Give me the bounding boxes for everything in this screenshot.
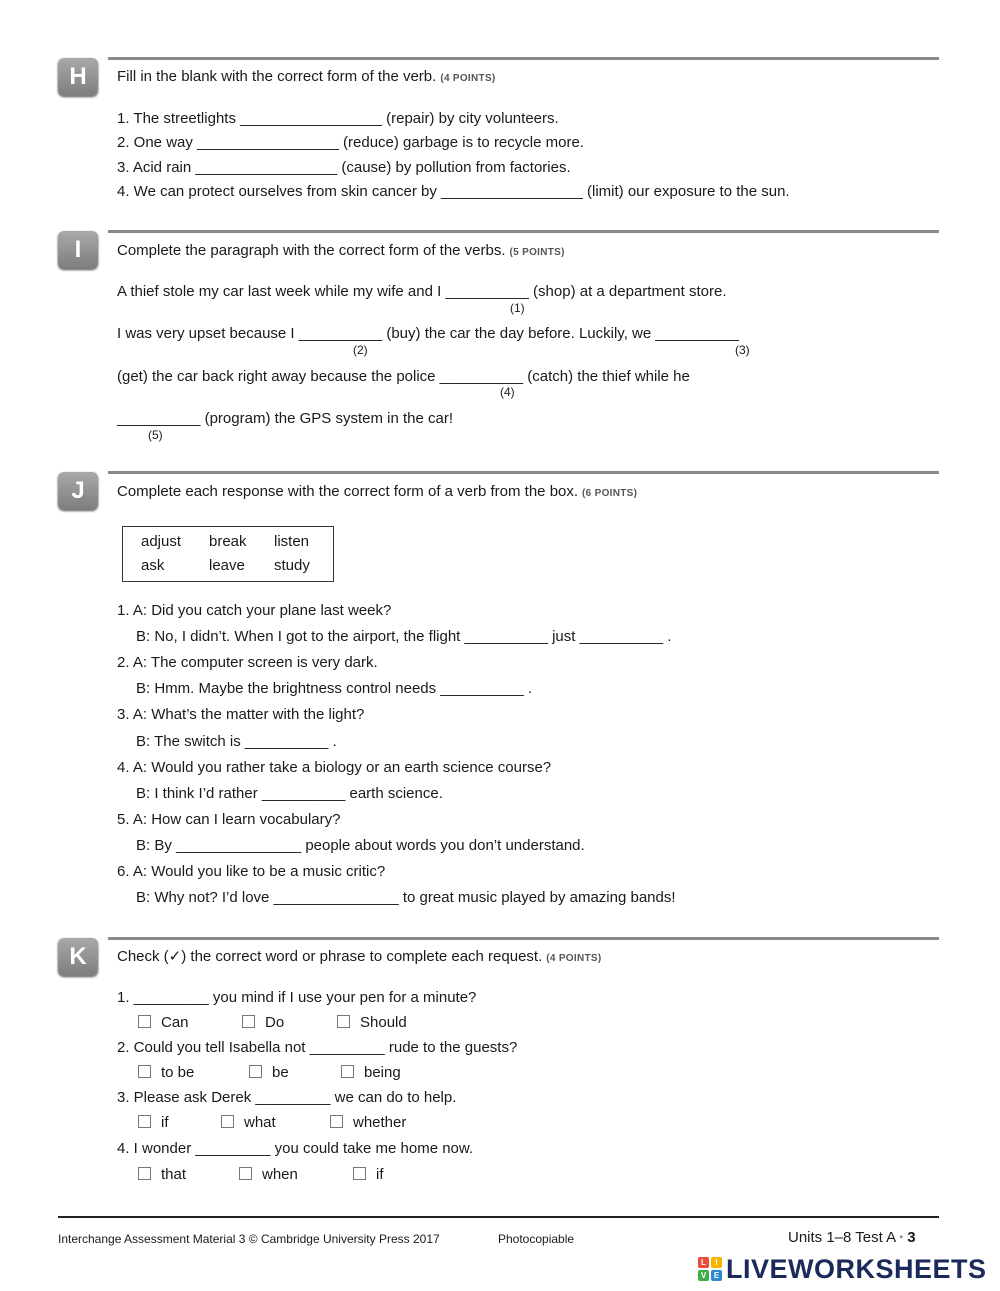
k-option[interactable]: Do bbox=[242, 1014, 284, 1031]
checkbox-icon[interactable] bbox=[249, 1065, 262, 1078]
k-option[interactable]: that bbox=[138, 1166, 186, 1183]
j-item-3-a: 3. A: What’s the matter with the light? bbox=[117, 706, 365, 723]
j-item-1-b: B: No, I didn’t. When I got to the airport, the flight __________ just __________ . bbox=[136, 628, 672, 645]
footer-rule bbox=[58, 1216, 939, 1218]
i-paragraph-line-2: I was very upset because I __________ (buy) the car the day before. Luckily, we __________ bbox=[117, 325, 739, 342]
section-i-instruction: Complete the paragraph with the correct form of the verbs. (5 POINTS) bbox=[117, 242, 565, 259]
h-item-1: 1. The streetlights _________________ (repair) by city volunteers. bbox=[117, 110, 559, 127]
liveworksheets-logo-icon bbox=[698, 1257, 722, 1281]
k-question-2: 2. Could you tell Isabella not _________ rude to the guests? bbox=[117, 1039, 518, 1056]
i-blank-number-5: (5) bbox=[148, 428, 163, 442]
k-option[interactable]: if bbox=[353, 1166, 384, 1183]
h-item-4: 4. We can protect ourselves from skin cancer by _________________ (limit) our exposure to the sun. bbox=[117, 183, 790, 200]
checkbox-icon[interactable] bbox=[242, 1015, 255, 1028]
j-item-2-a: 2. A: The computer screen is very dark. bbox=[117, 654, 378, 671]
section-j-points: (6 POINTS) bbox=[582, 488, 638, 499]
word-box-word: listen bbox=[274, 533, 310, 550]
k-option[interactable]: be bbox=[249, 1064, 289, 1081]
j-item-5-a: 5. A: How can I learn vocabulary? bbox=[117, 811, 341, 828]
i-blank-number-4: (4) bbox=[500, 385, 515, 399]
logo-letter: L bbox=[698, 1257, 709, 1268]
section-j-badge: J bbox=[58, 472, 98, 510]
checkbox-icon[interactable] bbox=[341, 1065, 354, 1078]
checkbox-icon[interactable] bbox=[330, 1115, 343, 1128]
i-paragraph-line-3: (get) the car back right away because the police __________ (catch) the thief while he bbox=[117, 368, 690, 385]
section-h-instruction: Fill in the blank with the correct form of the verb. (4 POINTS) bbox=[117, 68, 496, 85]
j-item-1-a: 1. A: Did you catch your plane last week? bbox=[117, 602, 392, 619]
k-question-3: 3. Please ask Derek _________ we can do to help. bbox=[117, 1089, 457, 1106]
checkbox-icon[interactable] bbox=[353, 1167, 366, 1180]
word-box-word: ask bbox=[141, 557, 165, 574]
h-item-3: 3. Acid rain _________________ (cause) by pollution from factories. bbox=[117, 159, 571, 176]
logo-letter: V bbox=[698, 1270, 709, 1281]
j-item-3-b: B: The switch is __________ . bbox=[136, 733, 337, 750]
logo-letter: I bbox=[711, 1257, 722, 1268]
j-item-4-b: B: I think I’d rather __________ earth science. bbox=[136, 785, 443, 802]
section-k-points: (4 POINTS) bbox=[546, 953, 602, 964]
footer-separator: ▪ bbox=[899, 1232, 904, 1243]
section-h-badge: H bbox=[58, 58, 98, 96]
k-option[interactable]: Can bbox=[138, 1014, 189, 1031]
k-option[interactable]: to be bbox=[138, 1064, 194, 1081]
section-i-rule bbox=[108, 230, 939, 233]
j-item-6-a: 6. A: Would you like to be a music critic? bbox=[117, 863, 386, 880]
checkbox-icon[interactable] bbox=[138, 1167, 151, 1180]
section-i-badge: I bbox=[58, 231, 98, 269]
checkbox-icon[interactable] bbox=[239, 1167, 252, 1180]
section-j-instruction: Complete each response with the correct form of a verb from the box. (6 POINTS) bbox=[117, 483, 638, 500]
i-paragraph-line-4: __________ (program) the GPS system in the car! bbox=[117, 410, 454, 427]
k-question-1: 1. _________ you mind if I use your pen for a minute? bbox=[117, 989, 477, 1006]
k-question-4: 4. I wonder _________ you could take me home now. bbox=[117, 1140, 474, 1157]
footer-test-label: Units 1–8 Test A ▪ 3 bbox=[788, 1229, 916, 1246]
word-box-word: break bbox=[209, 533, 247, 550]
word-box-word: study bbox=[274, 557, 310, 574]
section-i-points: (5 POINTS) bbox=[509, 247, 565, 258]
word-box-word: leave bbox=[209, 557, 245, 574]
j-item-2-b: B: Hmm. Maybe the brightness control needs __________ . bbox=[136, 680, 533, 697]
i-blank-number-3: (3) bbox=[735, 343, 750, 357]
h-item-2: 2. One way _________________ (reduce) garbage is to recycle more. bbox=[117, 134, 584, 151]
k-option[interactable]: being bbox=[341, 1064, 401, 1081]
section-h-points: (4 POINTS) bbox=[440, 73, 496, 84]
page-number: 3 bbox=[907, 1229, 916, 1246]
i-blank-number-1: (1) bbox=[510, 301, 525, 315]
section-k-badge: K bbox=[58, 938, 98, 976]
i-paragraph-line-1: A thief stole my car last week while my wife and I __________ (shop) at a department store. bbox=[117, 283, 727, 300]
liveworksheets-logo bbox=[698, 1254, 987, 1284]
section-k-instruction: Check (✓) the correct word or phrase to complete each request. (4 POINTS) bbox=[117, 948, 602, 965]
k-option[interactable]: Should bbox=[337, 1014, 407, 1031]
checkbox-icon[interactable] bbox=[337, 1015, 350, 1028]
footer-photocopiable: Photocopiable bbox=[498, 1232, 575, 1246]
checkbox-icon[interactable] bbox=[221, 1115, 234, 1128]
word-box-word: adjust bbox=[141, 533, 182, 550]
section-k-rule bbox=[108, 937, 939, 940]
k-option[interactable]: if bbox=[138, 1114, 169, 1131]
logo-letter: E bbox=[711, 1270, 722, 1281]
j-item-5-b: B: By _______________ people about words you don’t understand. bbox=[136, 837, 585, 854]
checkbox-icon[interactable] bbox=[138, 1115, 151, 1128]
liveworksheets-text: LIVEWORKSHEETS bbox=[726, 1253, 987, 1284]
checkbox-icon[interactable] bbox=[138, 1065, 151, 1078]
k-option[interactable]: what bbox=[221, 1114, 276, 1131]
j-item-4-a: 4. A: Would you rather take a biology or an earth science course? bbox=[117, 759, 552, 776]
footer-copyright: Interchange Assessment Material 3 © Cambridge University Press 2017 bbox=[58, 1232, 440, 1246]
section-h-rule bbox=[108, 57, 939, 60]
k-option[interactable]: when bbox=[239, 1166, 298, 1183]
i-blank-number-2: (2) bbox=[353, 343, 368, 357]
section-j-rule bbox=[108, 471, 939, 474]
checkbox-icon[interactable] bbox=[138, 1015, 151, 1028]
k-option[interactable]: whether bbox=[330, 1114, 406, 1131]
j-item-6-b: B: Why not? I’d love _______________ to great music played by amazing bands! bbox=[136, 889, 676, 906]
